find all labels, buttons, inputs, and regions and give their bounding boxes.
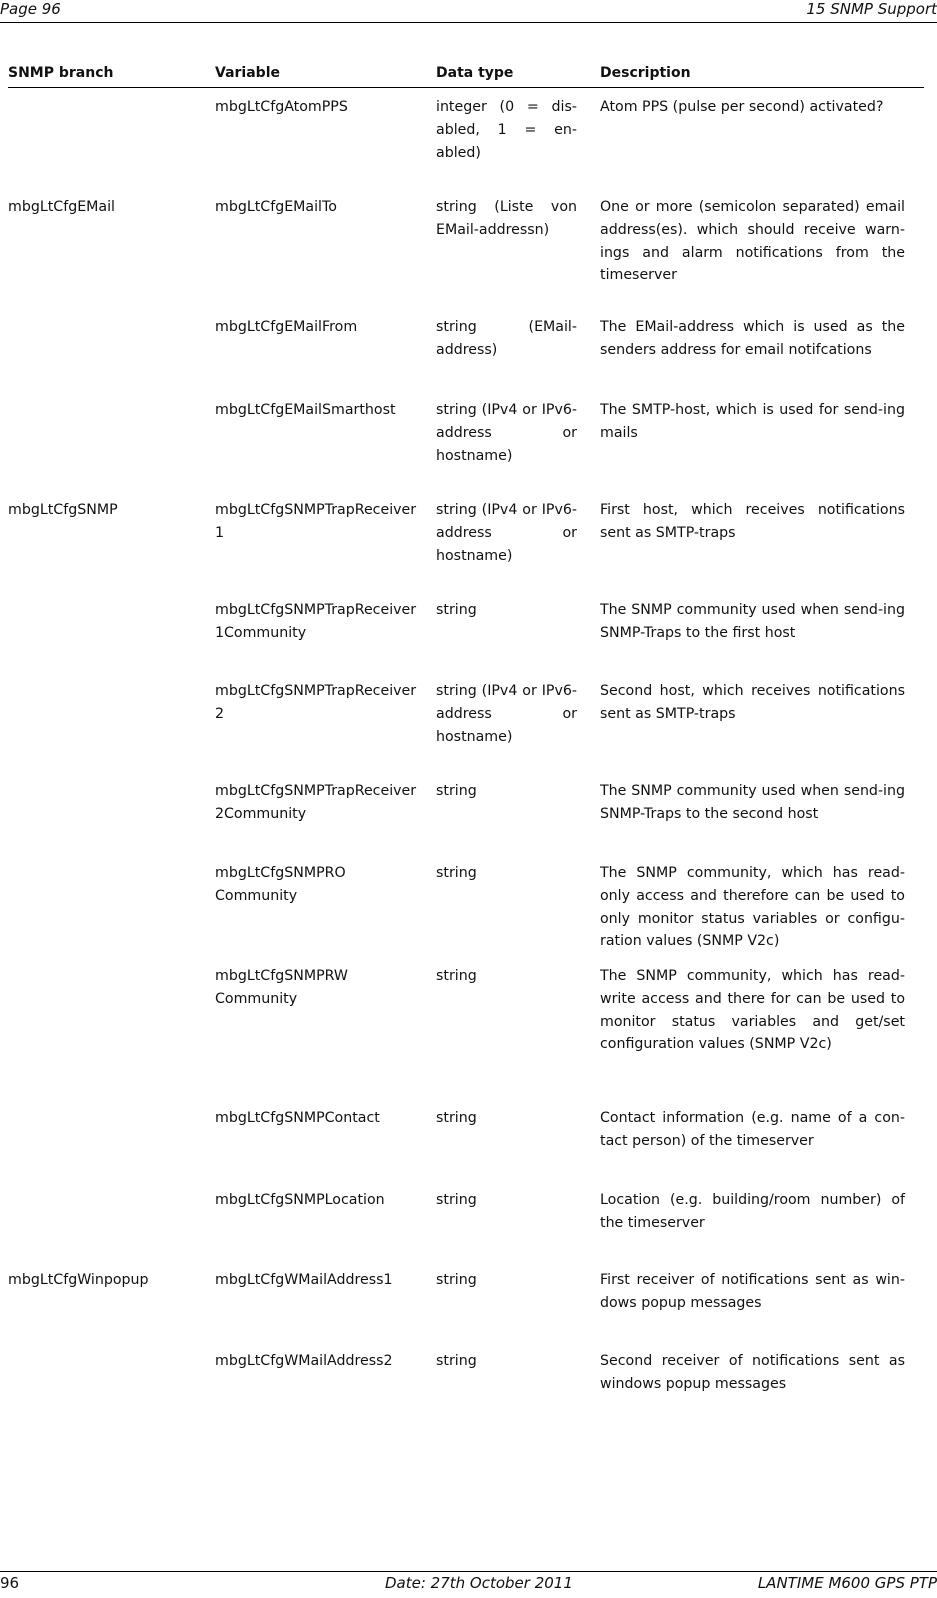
cell-description: First host, which receives notifications sent as SMTP-traps (600, 502, 905, 541)
column-header-variable: Variable (215, 65, 280, 81)
cell-description: The SNMP community used when send-ing SNMP-Traps to the first host (600, 602, 905, 641)
cell-variable: mbgLtCfgWMailAddress2 (215, 1353, 393, 1369)
page-header (0, 0, 937, 23)
cell-variable: mbgLtCfgSNMPTrapReceiver2 (215, 683, 417, 722)
cell-variable: mbgLtCfgSNMPContact (215, 1110, 380, 1126)
cell-data-type: string (436, 783, 477, 799)
cell-data-type: string (436, 1272, 477, 1288)
cell-branch: mbgLtCfgWinpopup (8, 1272, 149, 1288)
cell-variable: mbgLtCfgSNMPRW Community (215, 968, 348, 1007)
cell-variable: mbgLtCfgSNMPRO Community (215, 865, 346, 904)
cell-data-type: string (436, 1353, 477, 1369)
cell-data-type: string (436, 1110, 477, 1126)
cell-data-type: string (436, 865, 477, 881)
cell-description: First receiver of notifications sent as win-dows popup messages (600, 1272, 905, 1311)
footer-date: Date: 27th October 2011 (385, 1574, 573, 1592)
header-section-title: 15 SNMP Support (806, 0, 937, 18)
header-page-label: Page 96 (0, 0, 61, 18)
column-header-data-type: Data type (436, 65, 514, 81)
cell-description: The SMTP-host, which is used for send-ing mails (600, 402, 905, 441)
cell-data-type: string (436, 1192, 477, 1208)
cell-description: The SNMP community, which has read-only access and therefore can be used to only monitor status variables or configu-ration values (SNMP V2c) (600, 865, 905, 950)
cell-data-type: string (436, 968, 477, 984)
cell-data-type: integer (0 = dis-abled, 1 = en-abled) (436, 99, 577, 161)
cell-data-type: string (Liste von EMail-addressn) (436, 199, 577, 238)
cell-variable: mbgLtCfgAtomPPS (215, 99, 348, 115)
cell-description: The EMail-address which is used as the senders address for email notifcations (600, 319, 905, 358)
cell-data-type: string (IPv4 or IPv6-address or hostname) (436, 502, 577, 564)
cell-variable: mbgLtCfgEMailSmarthost (215, 402, 396, 418)
footer-page-number: 96 (0, 1574, 20, 1592)
cell-description: Atom PPS (pulse per second) activated? (600, 99, 884, 115)
cell-branch: mbgLtCfgSNMP (8, 502, 118, 518)
cell-variable: mbgLtCfgEMailTo (215, 199, 337, 215)
cell-variable: mbgLtCfgWMailAddress1 (215, 1272, 393, 1288)
cell-description: The SNMP community used when send-ing SNMP-Traps to the second host (600, 783, 905, 822)
column-header-branch: SNMP branch (8, 65, 114, 81)
cell-branch: mbgLtCfgEMail (8, 199, 115, 215)
cell-description: The SNMP community, which has read-write access and there for can be used to monitor status variables and get/set configuration values (SNMP V2c) (600, 968, 905, 1053)
cell-data-type: string (436, 602, 477, 618)
cell-description: Second receiver of notifications sent as windows popup messages (600, 1353, 905, 1392)
cell-description: Location (e.g. building/room number) of the timeserver (600, 1192, 905, 1231)
column-header-description: Description (600, 65, 691, 81)
page-footer (0, 1571, 937, 1598)
cell-variable: mbgLtCfgSNMPTrapReceiver1 (215, 502, 417, 541)
cell-description: Second host, which receives notifications sent as SMTP-traps (600, 683, 905, 722)
cell-data-type: string (EMail-address) (436, 319, 577, 358)
cell-variable: mbgLtCfgSNMPTrapReceiver1Community (215, 602, 417, 641)
cell-description: Contact information (e.g. name of a con-tact person) of the timeserver (600, 1110, 905, 1149)
snmp-variables-table (8, 60, 924, 1392)
cell-data-type: string (IPv4 or IPv6-address or hostname) (436, 683, 577, 745)
cell-data-type: string (IPv4 or IPv6-address or hostname) (436, 402, 577, 464)
cell-variable: mbgLtCfgSNMPLocation (215, 1192, 385, 1208)
footer-product: LANTIME M600 GPS PTP (757, 1574, 937, 1592)
cell-description: One or more (semicolon separated) email address(es). which should receive warn-ings and alarm notifications from the timeserver (600, 199, 905, 284)
table-header (8, 60, 924, 88)
cell-variable: mbgLtCfgSNMPTrapReceiver2Community (215, 783, 417, 822)
cell-variable: mbgLtCfgEMailFrom (215, 319, 358, 335)
